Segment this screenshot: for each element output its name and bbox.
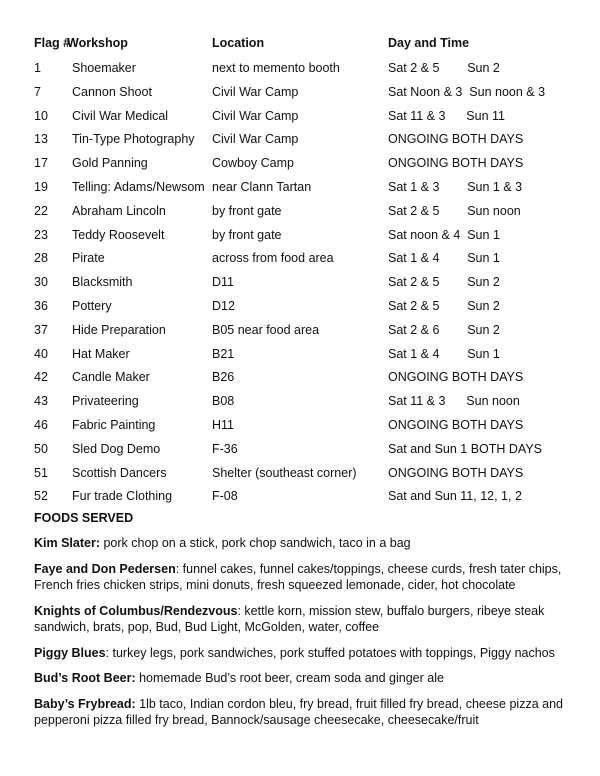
cell-workshop: Pottery: [72, 298, 112, 313]
vendor-entry: [34, 535, 574, 552]
cell-day-time: Sat noon & 4 Sun 1: [388, 227, 500, 242]
cell-location: D12: [212, 298, 235, 313]
vendor-items: : turkey legs, pork sandwiches, pork stuffed potatoes with toppings, Piggy nachos: [105, 645, 555, 660]
cell-flag: 28: [34, 251, 48, 266]
table-row: [34, 440, 574, 464]
cell-day-time: Sat Noon & 3 Sun noon & 3: [388, 84, 546, 99]
header-workshop: Workshop: [67, 36, 128, 50]
cell-day-time: Sat 1 & 3 Sun 1 & 3: [388, 179, 523, 194]
cell-location: F-36: [212, 441, 238, 456]
cell-day-time: ONGOING BOTH DAYS: [388, 132, 524, 147]
vendor-entry: [34, 670, 574, 687]
cell-flag: 1: [34, 61, 41, 75]
cell-location: Civil War Camp: [212, 132, 299, 147]
vendor-items: 1lb taco, Indian cordon bleu, fry bread, fruit filled fry bread, cheese pizza and pepperoni pizza filled fry bread, Bannock/sausage cheesecake, cheesecake/fruit: [34, 696, 563, 727]
vendor-list: [34, 535, 574, 729]
cell-day-time: Sat 2 & 6 Sun 2: [388, 322, 500, 337]
vendor-items: pork chop on a stick, pork chop sandwich, taco in a bag: [100, 536, 411, 550]
cell-flag: 37: [34, 322, 48, 337]
cell-workshop: Hide Preparation: [72, 322, 166, 337]
cell-workshop: Abraham Lincoln: [72, 203, 166, 218]
table-header-row: [34, 34, 574, 59]
cell-workshop: Blacksmith: [72, 275, 133, 290]
vendor-entry: [34, 603, 574, 636]
cell-location: next to memento booth: [212, 61, 340, 75]
cell-day-time: Sat 2 & 5 Sun noon: [388, 203, 521, 218]
cell-location: across from food area: [212, 251, 334, 266]
cell-workshop: Cannon Shoot: [72, 84, 152, 99]
cell-day-time: Sat 1 & 4 Sun 1: [388, 346, 500, 361]
cell-day-time: Sat and Sun 1 BOTH DAYS: [388, 441, 543, 456]
table-row: [34, 249, 574, 273]
vendor-items: homemade Bud’s root beer, cream soda and ginger ale: [135, 671, 444, 685]
cell-workshop: Hat Maker: [72, 346, 130, 361]
header-day-time: Day and Time: [388, 36, 470, 50]
cell-location: near Clann Tartan: [212, 179, 312, 194]
cell-flag: 22: [34, 203, 48, 218]
cell-day-time: ONGOING BOTH DAYS: [388, 370, 524, 385]
vendor-name: Knights of Columbus/Rendezvous: [34, 603, 238, 618]
cell-day-time: Sat 11 & 3 Sun noon: [388, 394, 520, 409]
cell-flag: 46: [34, 417, 48, 432]
vendor-entry: [34, 645, 574, 662]
cell-workshop: Shoemaker: [72, 61, 136, 75]
cell-flag: 30: [34, 275, 48, 290]
cell-workshop: Gold Panning: [72, 156, 148, 171]
vendor-name: Bud’s Root Beer:: [34, 671, 136, 685]
cell-workshop: Pirate: [72, 251, 105, 266]
cell-location: F-08: [212, 489, 238, 504]
cell-location: B26: [212, 370, 235, 385]
cell-location: Civil War Camp: [212, 84, 299, 99]
cell-day-time: Sat 2 & 5 Sun 2: [388, 61, 500, 75]
cell-location: B05 near food area: [212, 322, 320, 337]
table-body: [34, 59, 574, 511]
foods-served-title: FOODS SERVED: [34, 511, 134, 525]
workshop-schedule-table: [34, 34, 574, 511]
cell-workshop: Telling: Adams/Newsom: [72, 179, 205, 194]
cell-workshop: Tin-Type Photography: [72, 132, 195, 147]
vendor-entry: [34, 561, 574, 594]
cell-day-time: ONGOING BOTH DAYS: [388, 417, 524, 432]
table-row: [34, 368, 574, 392]
table-row: [34, 464, 574, 488]
cell-day-time: Sat 2 & 5 Sun 2: [388, 275, 500, 290]
cell-location: B08: [212, 394, 235, 409]
cell-workshop: Fabric Painting: [72, 417, 156, 432]
cell-location: Shelter (southeast corner): [212, 465, 357, 480]
cell-workshop: Civil War Medical: [72, 108, 169, 123]
table-row: [34, 202, 574, 226]
cell-workshop: Candle Maker: [72, 370, 150, 385]
cell-day-time: Sat 1 & 4 Sun 1: [388, 251, 500, 266]
header-flag: Flag #: [34, 36, 71, 50]
cell-location: Cowboy Camp: [212, 156, 294, 171]
cell-flag: 42: [34, 370, 48, 385]
cell-flag: 10: [34, 108, 48, 123]
table-row: [34, 226, 574, 250]
vendor-entry: [34, 696, 574, 729]
cell-day-time: Sat 11 & 3 Sun 11: [388, 108, 505, 123]
table-row: [34, 83, 574, 107]
cell-location: B21: [212, 346, 235, 361]
cell-location: H11: [212, 417, 235, 432]
cell-flag: 43: [34, 394, 48, 409]
vendor-items: : kettle korn, mission stew, buffalo burgers, ribeye steak sandwich, brats, pop, Bud, Bud Light, McGolden, water, coffee: [34, 603, 545, 634]
cell-workshop: Sled Dog Demo: [72, 441, 161, 456]
cell-flag: 19: [34, 179, 48, 194]
table-row: [34, 416, 574, 440]
table-row: [34, 273, 574, 297]
cell-workshop: Teddy Roosevelt: [72, 227, 165, 242]
cell-day-time: ONGOING BOTH DAYS: [388, 156, 524, 171]
vendor-name: Piggy Blues: [34, 645, 106, 660]
cell-location: D11: [212, 275, 235, 290]
vendor-name: Kim Slater:: [34, 536, 100, 550]
cell-location: by front gate: [212, 227, 282, 242]
foods-served-section: [34, 510, 574, 738]
cell-flag: 51: [34, 465, 48, 480]
cell-location: Civil War Camp: [212, 108, 299, 123]
table-row: [34, 107, 574, 131]
table-row: [34, 59, 574, 83]
table-row: [34, 345, 574, 369]
cell-day-time: Sat 2 & 5 Sun 2: [388, 298, 500, 313]
cell-workshop: Privateering: [72, 394, 139, 409]
vendor-name: Faye and Don Pedersen: [34, 561, 176, 576]
cell-flag: 36: [34, 298, 48, 313]
cell-location: by front gate: [212, 203, 282, 218]
cell-flag: 7: [34, 84, 41, 99]
cell-flag: 17: [34, 156, 48, 171]
cell-workshop: Scottish Dancers: [72, 465, 167, 480]
table-row: [34, 130, 574, 154]
table-row: [34, 321, 574, 345]
cell-flag: 52: [34, 489, 48, 504]
cell-flag: 23: [34, 227, 48, 242]
cell-day-time: ONGOING BOTH DAYS: [388, 465, 524, 480]
cell-workshop: Fur trade Clothing: [72, 489, 173, 504]
table-row: [34, 487, 574, 511]
vendor-name: Baby’s Frybread:: [34, 696, 136, 711]
table-row: [34, 392, 574, 416]
cell-flag: 13: [34, 132, 48, 147]
cell-flag: 40: [34, 346, 48, 361]
cell-day-time: Sat and Sun 11, 12, 1, 2: [388, 489, 522, 504]
table-row: [34, 154, 574, 178]
table-row: [34, 178, 574, 202]
cell-flag: 50: [34, 441, 48, 456]
table-row: [34, 297, 574, 321]
vendor-items: : funnel cakes, funnel cakes/toppings, cheese curds, fresh tater chips, French fries chicken strips, mini donuts, fresh squeezed lemonade, cider, hot chocolate: [34, 561, 562, 592]
header-location: Location: [212, 36, 265, 50]
